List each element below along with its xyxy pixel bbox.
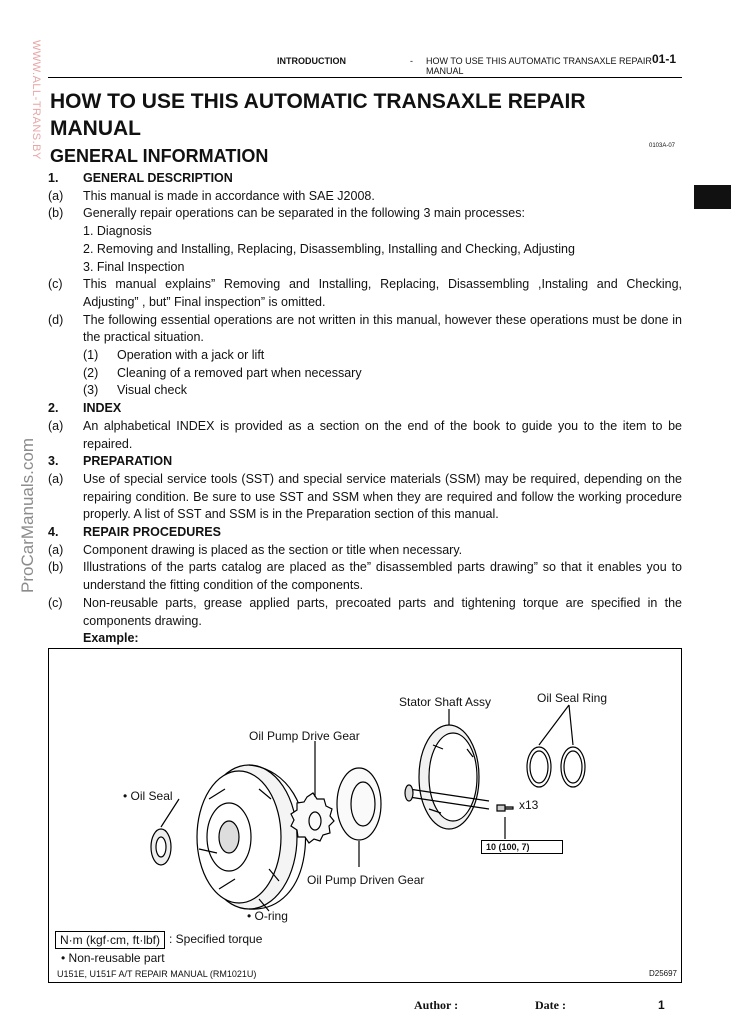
footer-page-number: 1 (658, 998, 665, 1012)
section-tab-marker (694, 185, 731, 209)
figure-footer: U151E, U151F A/T REPAIR MANUAL (RM1021U) (57, 969, 257, 979)
legend-non-reusable: • Non-reusable part (61, 951, 165, 965)
page-title: HOW TO USE THIS AUTOMATIC TRANSAXLE REPAIR MANUAL (50, 90, 586, 140)
subitem-1d-2: (2) Cleaning of a removed part when necessary (83, 365, 362, 380)
item-3a: (a) Use of special service tools (SST) and special service materials (SSM) may be required, depending on the repairing condition. Be sure to use SST and SSM when they are required and follow the working procedure properly. A list of SST and SSM is in the Preparation section of this manual. (48, 471, 682, 522)
page-header (48, 50, 682, 78)
item-1d: (d) The following essential operations are not written in this manual, however these operations must be done in the practical situation. (48, 312, 682, 345)
watermark-left: ProCarManuals.com (18, 438, 37, 593)
section-3: 3. PREPARATION (48, 454, 173, 469)
process-list-item: 1. Diagnosis (83, 224, 152, 239)
subitem-1d-3: (3) Visual check (83, 383, 187, 398)
torque-spec-box: 10 (100, 7) (481, 840, 563, 854)
legend-torque-units: N·m (kgf·cm, ft·lbf) (55, 931, 165, 949)
header-subtitle: HOW TO USE THIS AUTOMATIC TRANSAXLE REPAIR MANUAL (426, 56, 652, 76)
label-drive-gear: Oil Pump Drive Gear (249, 729, 360, 743)
item-4c: (c) Non-reusable parts, grease applied parts, precoated parts and tightening torque are specified in the components drawing. (48, 595, 682, 628)
figure-code: D25697 (648, 969, 677, 978)
label-oil-seal: • Oil Seal (123, 789, 173, 803)
item-1a: (a) This manual is made in accordance with SAE J2008. (48, 188, 375, 203)
item-1b: (b) Generally repair operations can be separated in the following 3 main processes: (48, 206, 525, 221)
item-1c: (c) This manual explains” Removing and Installing, Replacing, Disassembling ,Instaling and Checking, Adjusting” , but” Final inspection” is omitted. (48, 277, 682, 309)
footer-author: Author : (414, 998, 459, 1012)
header-dash: - (410, 56, 413, 66)
item-2a: (a) An alphabetical INDEX is provided as a section on the end of the book to guide you to the item to be repaired. (48, 418, 682, 451)
process-list-item: 2. Removing and Installing, Replacing, Disassembling, Installing and Checking, Adjusting (83, 241, 575, 256)
watermark-top: WWW.ALL-TRANS.BY (30, 40, 42, 160)
label-bolt-count: x13 (519, 798, 539, 812)
reference-code: 0103A-07 (649, 143, 676, 149)
process-list-item: 3. Final Inspection (83, 259, 185, 274)
section-heading: GENERAL INFORMATION (50, 146, 269, 166)
header-page-code: 01-1 (651, 52, 676, 66)
section-2: 2. INDEX (48, 401, 122, 416)
label-oil-seal-ring: Oil Seal Ring (537, 691, 608, 705)
item-4a: (a) Component drawing is placed as the section or title when necessary. (48, 542, 463, 557)
label-o-ring: • O-ring (247, 909, 288, 923)
exploded-parts-figure (48, 648, 682, 983)
label-stator-shaft: Stator Shaft Assy (399, 695, 492, 709)
document-body (48, 170, 682, 648)
legend-torque-text: : Specified torque (169, 932, 263, 946)
section-4: 4. REPAIR PROCEDURES (48, 525, 221, 540)
header-section: INTRODUCTION (277, 56, 346, 66)
item-4b: (b) Illustrations of the parts catalog are placed as the” disassembled parts drawing” so that it enables you to understand the fitting condition of the components. (48, 560, 682, 593)
example-label: Example: (83, 631, 139, 646)
section-1: 1. GENERAL DESCRIPTION (48, 171, 233, 185)
footer-date: Date : (535, 998, 566, 1012)
label-driven-gear: Oil Pump Driven Gear (307, 873, 425, 887)
subitem-1d-1: (1) Operation with a jack or lift (83, 348, 265, 363)
